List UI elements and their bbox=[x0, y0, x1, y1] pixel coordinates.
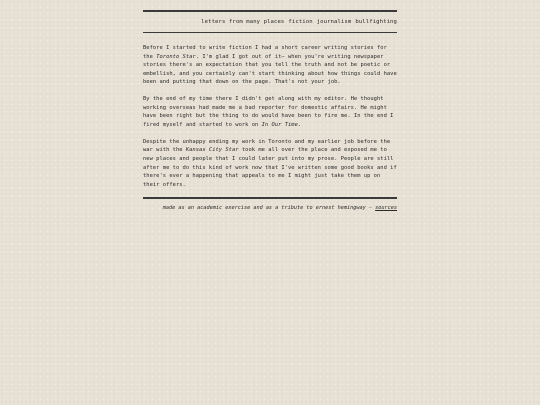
paragraph-3-text-a: Despite the unhappy ending my work in Toronto and my earlier job before the war with the bbox=[143, 138, 391, 154]
paragraph-2-text-c: . bbox=[297, 121, 302, 128]
publication-title-toronto-star: Toronto Star bbox=[156, 53, 196, 60]
footer-rule bbox=[143, 197, 397, 199]
nav-link-journalism[interactable]: journalism bbox=[316, 19, 352, 25]
book-title-in-our-time: In Our Time bbox=[261, 121, 298, 128]
site-footer bbox=[143, 204, 397, 212]
site-nav bbox=[143, 18, 397, 26]
nav-link-bullfighting[interactable]: bullfighting bbox=[355, 19, 397, 25]
sources-link[interactable]: sources bbox=[375, 205, 397, 212]
paragraph-1-text-a: Before I started to write fiction I had a short career writing stories for the bbox=[143, 45, 387, 60]
article-body bbox=[143, 44, 397, 189]
article-paragraph-3 bbox=[143, 138, 397, 190]
nav-link-fiction[interactable]: fiction bbox=[288, 19, 313, 25]
paragraph-2-text-a: By the end of my time there I didn't get along with my editor. He thought working overseas had made me a bad reporter for domestic affairs. He might have been right but the thing to do would have been to fire me. In the end I fired myself and started to work on bbox=[143, 96, 394, 128]
paragraph-1-text-c: . I'm glad I got out of it— when you're writing newspaper stories there's an expectation that you tell the truth and not be poetic or embellish, and you certainly can't start thinking about how things could have been and putting that down on the page. That's not your job. bbox=[143, 53, 397, 86]
nav-link-letters[interactable]: letters from many places bbox=[201, 19, 285, 25]
header-bottom-rule bbox=[143, 32, 397, 33]
page-container bbox=[143, 10, 397, 212]
article-paragraph-1 bbox=[143, 44, 397, 87]
header-top-rule bbox=[143, 10, 397, 12]
publication-title-kansas-city-star: Kansas City Star bbox=[185, 147, 239, 154]
footer-text: made as an academic exercise and as a tribute to ernest hemingway — bbox=[162, 205, 376, 212]
article-paragraph-2 bbox=[143, 95, 397, 129]
paragraph-3-text-c: took me all over the place and exposed me to new places and people that I could later put into my prose. People are still after me to do this kind of work now that I've written some good books and if there's ever a happening that appeals to me I might just take them up on their offers. bbox=[143, 147, 397, 188]
